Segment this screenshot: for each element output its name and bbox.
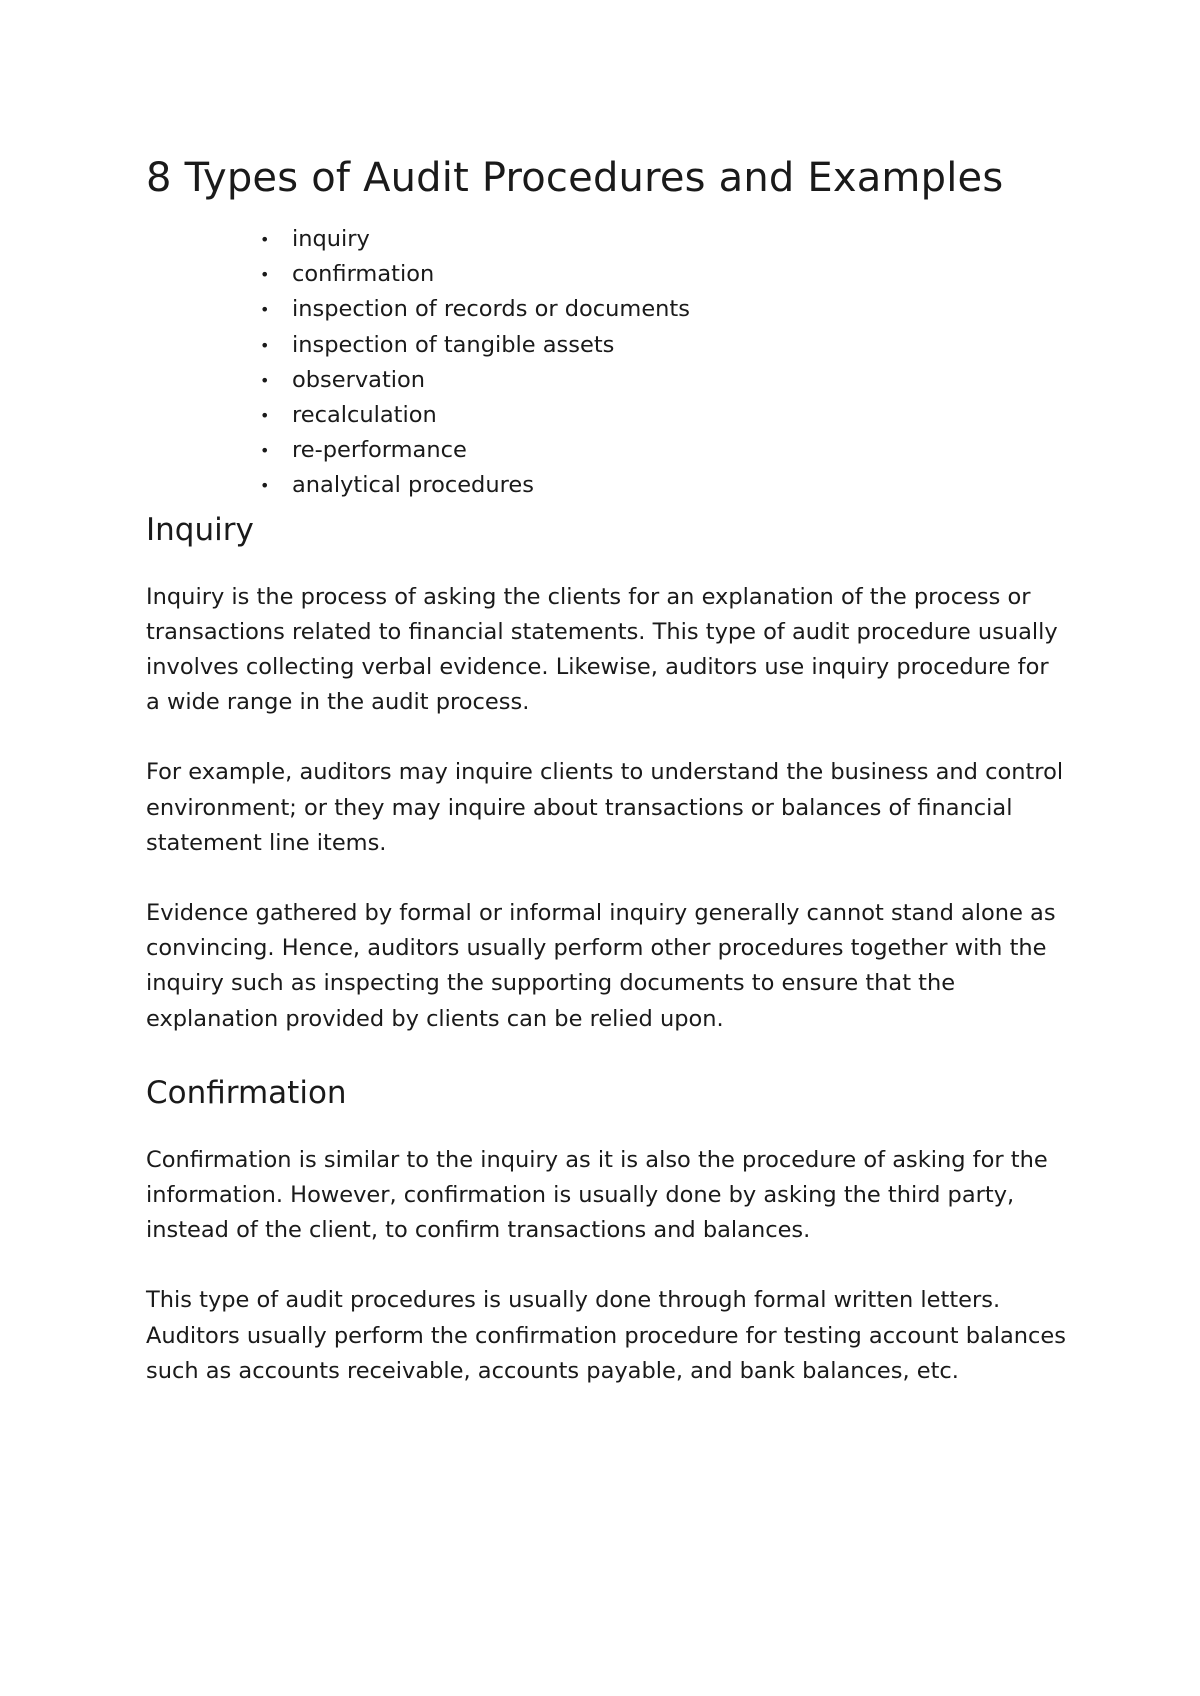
section-heading-confirmation: Confirmation xyxy=(146,1074,347,1111)
page-title: 8 Types of Audit Procedures and Examples xyxy=(146,155,1004,201)
list-item-label: inquiry xyxy=(292,226,370,252)
list-item xyxy=(260,398,1066,433)
bullet-icon: • xyxy=(260,441,270,461)
list-item xyxy=(260,257,1066,292)
list-item-label: recalculation xyxy=(292,402,437,429)
document-page xyxy=(146,150,1066,1389)
paragraph: This type of audit procedures is usually done through formal written letters. Auditors usually perform the confirmation procedure for testing account balances such as accounts receivable, accounts payable, and bank balances, etc. xyxy=(146,1287,1066,1384)
paragraph: Inquiry is the process of asking the clients for an explanation of the process or transactions related to financial statements. This type of audit procedure usually involves collecting verbal evidence. Likewise, auditors use inquiry procedure for a wide range in the audit process. xyxy=(146,583,1058,716)
paragraph: Evidence gathered by formal or informal inquiry generally cannot stand alone as convincing. Hence, auditors usually perform other procedures together with the inquiry such as inspecting the supporting documents to ensure that the explanation provided by clients can be relied upon. xyxy=(146,900,1056,1032)
procedures-list xyxy=(146,222,1066,504)
list-item-label: inspection of records or documents xyxy=(292,296,690,323)
bullet-icon: • xyxy=(260,370,270,390)
list-item-label: inspection of tangible assets xyxy=(292,331,615,358)
paragraph: For example, auditors may inquire clients to understand the business and control environment; or they may inquire about transactions or balances of financial statement line items. xyxy=(146,759,1064,856)
list-item xyxy=(260,363,1066,398)
list-item-label: confirmation xyxy=(292,261,435,288)
list-item xyxy=(260,468,1066,503)
section-heading-inquiry: Inquiry xyxy=(146,511,254,548)
list-item-label: analytical procedures xyxy=(292,472,534,499)
bullet-icon: • xyxy=(260,406,270,426)
list-item xyxy=(260,222,1066,257)
list-item-label: re-performance xyxy=(292,437,467,464)
paragraph: Confirmation is similar to the inquiry as it is also the procedure of asking for the information. However, confirmation is usually done by asking the third party, instead of the client, to confirm transactions and balances. xyxy=(146,1146,1048,1244)
bullet-icon: • xyxy=(260,476,270,496)
list-item xyxy=(260,328,1066,363)
list-item xyxy=(260,292,1066,327)
bullet-icon: • xyxy=(260,300,270,320)
bullet-icon: • xyxy=(260,265,270,285)
list-item xyxy=(260,433,1066,468)
bullet-icon: • xyxy=(260,335,270,355)
list-item-label: observation xyxy=(292,366,426,393)
bullet-icon: • xyxy=(260,230,270,249)
